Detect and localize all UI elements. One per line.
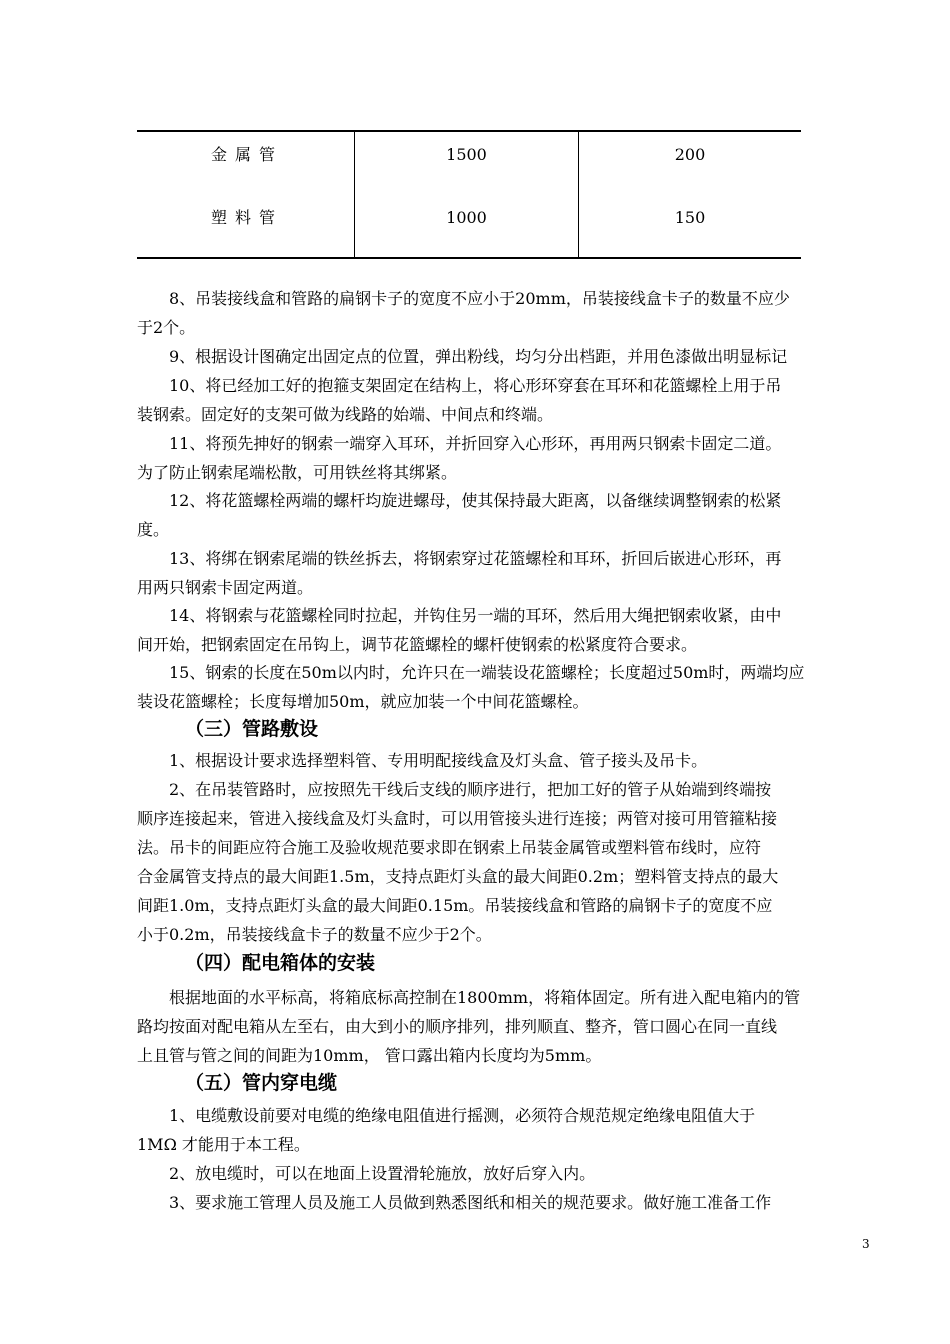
section-paragraph: 3、要求施工管理人员及施工人员做到熟悉图纸和相关的规范要求。做好施工准备工作	[169, 1193, 772, 1212]
step-paragraph: 14、将钢索与花篮螺栓同时拉起，并钩住另一端的耳环，然后用大绳把钢索收紧，由中 间开始，把钢索固定在吊钩上，调节花篮螺栓的螺杆使钢索的松紧度符合要求。	[137, 606, 782, 654]
section-paragraph: 2、在吊装管路时，应按照先干线后支线的顺序进行，把加工好的管子从始端到终端按 顺序连接起来，管进入接线盒及灯头盒时，可以用管接头进行连接；两管对接可用管箍粘接 法。吊卡的间距应符合施工及验收规范要求即在钢索上吊装金属管或塑料管布线时，应符 合金属管支持点的最大间距1.5m，支持点距灯头盒的最大间距0.2m；塑料管支持点的最大 间距1.0m，支持点距灯头盒的最大间距0.15m。吊装接线盒和管路的扁钢卡子的宽度不应 小于0.2m，吊装接线盒卡子的数量不应少于2个。	[137, 780, 779, 944]
table-cell-pipe-type: 塑料管	[210, 208, 283, 227]
section-heading-distribution-box: （四）配电箱体的安装	[185, 952, 376, 974]
section-paragraph: 2、放电缆时，可以在地面上设置滑轮施放，放好后穿入内。	[169, 1164, 596, 1183]
section-heading-cable-threading: （五）管内穿电缆	[185, 1072, 338, 1094]
table-cell-lamp-box-distance: 200	[674, 145, 706, 164]
step-paragraph: 15、钢索的长度在50m以内时，允许只在一端装设花篮螺栓；长度超过50m时，两端均应 装设花篮螺栓；长度每增加50m，就应加装一个中间花篮螺栓。	[137, 663, 805, 711]
table-cell-support-distance: 1000	[446, 208, 487, 227]
section-heading-pipe-laying: （三）管路敷设	[185, 718, 319, 740]
section-paragraph: 1、根据设计要求选择塑料管、专用明配接线盒及灯头盒、管子接头及吊卡。	[169, 751, 708, 770]
table-cell-pipe-type: 金属管	[210, 145, 283, 164]
table-cell-support-distance: 1500	[446, 145, 487, 164]
table-cell-lamp-box-distance: 150	[674, 208, 706, 227]
step-paragraph: 12、将花篮螺栓两端的螺杆均旋进螺母，使其保持最大距离，以备继续调整钢索的松紧 度。	[137, 491, 782, 539]
step-paragraph: 13、将绑在钢索尾端的铁丝拆去，将钢索穿过花篮螺栓和耳环，折回后嵌进心形环，再 用两只钢索卡固定两道。	[137, 549, 782, 597]
step-paragraph: 9、根据设计图确定出固定点的位置，弹出粉线，均匀分出档距，并用色漆做出明显标记	[169, 347, 788, 366]
support-spacing-table	[137, 130, 801, 259]
section-paragraph: 1、电缆敷设前要对电缆的绝缘电阻值进行摇测，必须符合规范规定绝缘电阻值大于 1MΩ 才能用于本工程。	[137, 1106, 756, 1154]
page-number: 3	[862, 1237, 870, 1251]
step-paragraph: 10、将已经加工好的抱箍支架固定在结构上，将心形环穿套在耳环和花篮螺栓上用于吊 装钢索。固定好的支架可做为线路的始端、中间点和终端。	[137, 376, 782, 424]
section-paragraph: 根据地面的水平标高，将箱底标高控制在1800mm，将箱体固定。所有进入配电箱内的管 路均按面对配电箱从左至右，由大到小的顺序排列，排列顺直、整齐，管口圆心在同一直线 上且管与管之间的间距为10mm， 管口露出箱内长度均为5mm。	[137, 988, 801, 1065]
step-paragraph: 8、吊装接线盒和管路的扁钢卡子的宽度不应小于20mm，吊装接线盒卡子的数量不应少 于2个。	[137, 289, 790, 337]
step-paragraph: 11、将预先抻好的钢索一端穿入耳环，并折回穿入心形环，再用两只钢索卡固定二道。 为了防止钢索尾端松散，可用铁丝将其绑紧。	[137, 434, 782, 482]
